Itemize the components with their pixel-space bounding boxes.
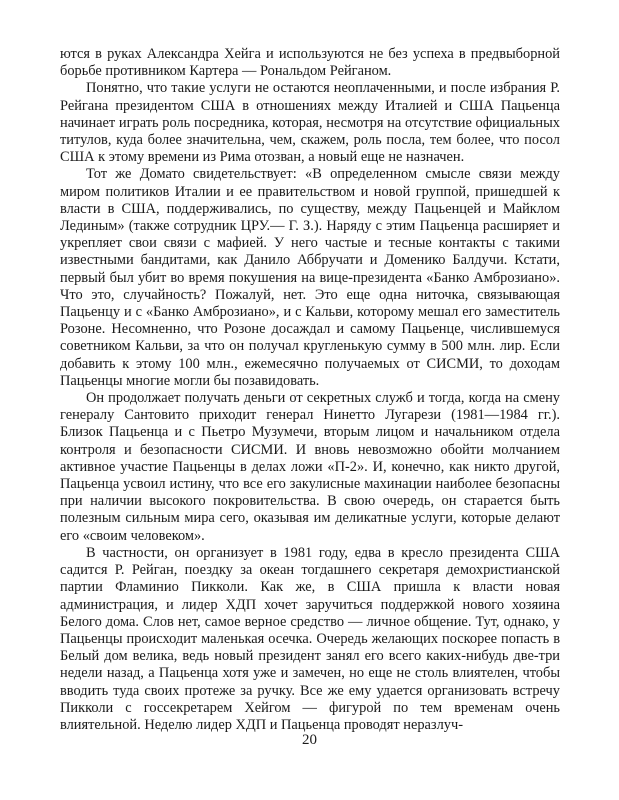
paragraph-2: Понятно, что такие услуги не остаются неоплаченными, и после избрания Р. Рейгана президентом США в отношениях между Италией и США Пацьенца начинает играть роль посредника, которая, несмотря на отсутствие официальных титулов, куда более значительна, чем, скажем, роль посла, тем более, что посол США к этому времени из Рима отозван, а новый еще не назначен. bbox=[60, 80, 560, 166]
paragraph-4: Он продолжает получать деньги от секретных служб и тогда, когда на смену генералу Сантовито приходит генерал Нинетто Лугарези (1981—1984 гг.). Близок Пацьенца и с Пьетро Музумечи, вторым лицом и начальником отдела контроля и безопасности СИСМИ. И вновь невозможно обойти молчанием активное участие Пацьенцы в делах ложи «П-2». И, конечно, как никто другой, Пацьенца усвоил истину, что все его закулисные махинации наиболее безопасны при наличии высокого покровительства. В свою очередь, он старается быть полезным сильным мира сего, оказывая им деликатные услуги, которые делают его «своим человеком». bbox=[60, 390, 560, 544]
paragraph-1: ются в руках Александра Хейга и используются не без успеха в предвыборной борьбе противником Картера — Рональдом Рейганом. bbox=[60, 46, 560, 80]
page-body bbox=[60, 46, 560, 746]
page-number: 20 bbox=[302, 732, 317, 748]
paragraph-5: В частности, он организует в 1981 году, едва в кресло президента США садится Р. Рейган, поездку за океан тогдашнего секретаря демохристианской партии Фламинио Пикколи. Как же, в США пришла к власти новая администрация, и лидер ХДП хочет заручиться поддержкой нового хозяина Белого дома. Слов нет, самое верное средство — личное общение. Тут, однако, у Пацьенцы происходит маленькая осечка. Очередь желающих поскорее попасть в Белый дом велика, ведь новый президент занял его всего каких-нибудь две-три недели назад, а Пацьенца хотя уже и замечен, но еще не столь влиятелен, чтобы вводить туда своих протеже за ручку. Все же ему удается организовать встречу Пикколи с госсекретарем Хейгом — фигурой по тем временам очень влиятельной. Неделю лидер ХДП и Пацьенца проводят неразлуч- bbox=[60, 544, 560, 733]
paragraph-3: Тот же Домато свидетельствует: «В определенном смысле связи между миром политиков Италии и ее правительством и новой группой, пришедшей к власти в США, поддерживались, по существу, между Пацьенцей и Майклом Лединым» (также сотрудник ЦРУ.— Г. З.). Наряду с этим Пацьенца расширяет и укрепляет свои связи с мафией. У него частые и тесные контакты с такими известными бандитами, как Данило Аббручати и Доменико Балдучи. Кстати, первый был убит во время покушения на вице-президента «Банко Амброзиано». Что это, случайность? Пожалуй, нет. Это еще одна ниточка, связывающая Пацьенцу и с «Банко Амброзиано», и с Кальви, которому мешал его заместитель Розоне. Несомненно, что Розоне досаждал и самому Пацьенце, числившемуся советником Кальви, за что он получал кругленькую сумму в 500 млн. лир. Если добавить к этому 100 млн., ежемесячно получаемых от СИСМИ, то доходам Пацьенцы многие могли бы позавидовать. bbox=[60, 166, 560, 389]
